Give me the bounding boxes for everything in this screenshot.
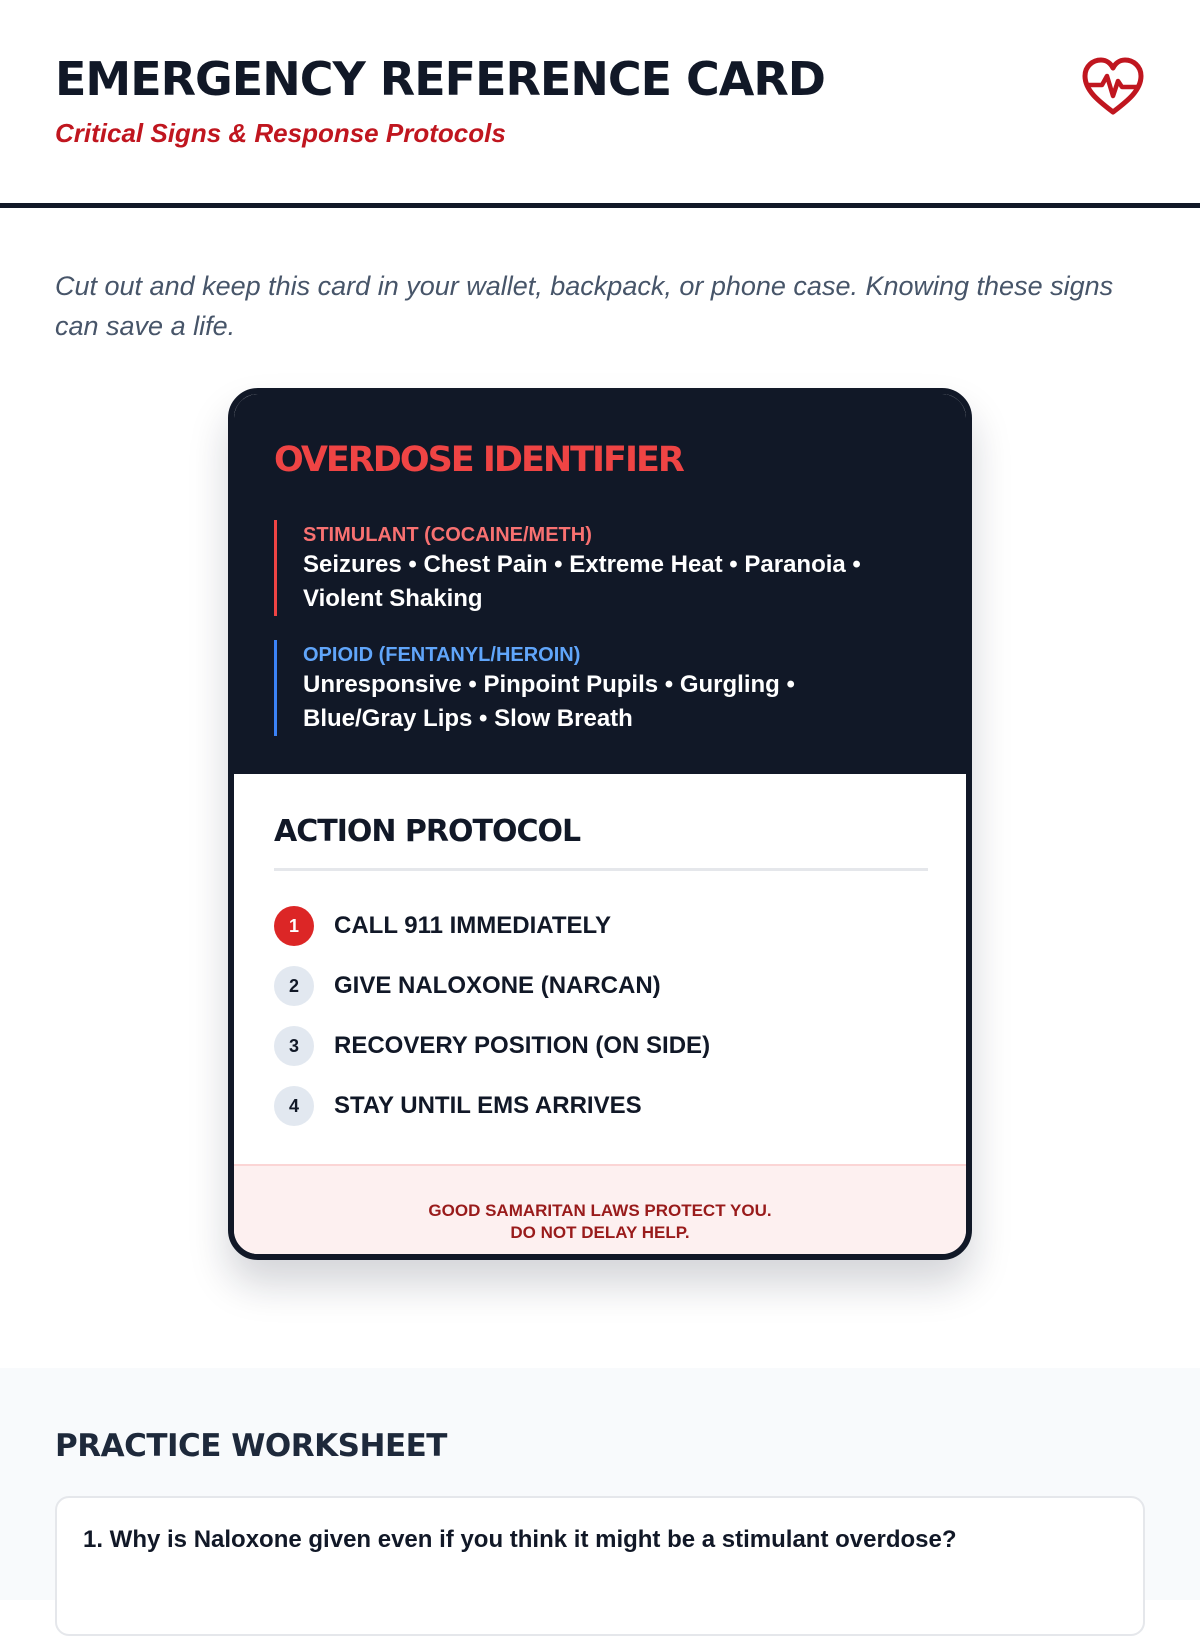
- practice-worksheet: [0, 1368, 1200, 1600]
- page-title: EMERGENCY REFERENCE CARD: [55, 52, 825, 106]
- notice-line-2: DO NOT DELAY HELP.: [510, 1223, 690, 1242]
- opioid-block: [274, 640, 894, 736]
- worksheet-title: PRACTICE WORKSHEET: [55, 1428, 447, 1464]
- question-text: 1. Why is Naloxone given even if you think it might be a stimulant overdose?: [83, 1526, 957, 1553]
- page-subtitle: Critical Signs & Response Protocols: [55, 118, 506, 148]
- stimulant-signs: Seizures • Chest Pain • Extreme Heat • Paranoia • Violent Shaking: [303, 551, 861, 612]
- step-number-badge: 3: [274, 1026, 314, 1066]
- intro-text: Cut out and keep this card in your wallet, backpack, or phone case. Knowing these signs can save a life.: [55, 271, 1114, 341]
- stimulant-label: STIMULANT (COCAINE/METH): [303, 524, 592, 546]
- notice-line-1: GOOD SAMARITAN LAWS PROTECT YOU.: [428, 1201, 772, 1220]
- good-samaritan-notice: [234, 1164, 966, 1260]
- step-text: CALL 911 IMMEDIATELY: [334, 912, 611, 939]
- action-protocol-title: ACTION PROTOCOL: [274, 814, 581, 849]
- heartbeat-icon: [1080, 56, 1146, 118]
- divider: [274, 868, 928, 871]
- step-text: GIVE NALOXONE (NARCAN): [334, 972, 661, 999]
- opioid-signs: Unresponsive • Pinpoint Pupils • Gurgling • Blue/Gray Lips • Slow Breath: [303, 671, 795, 732]
- stimulant-block: [274, 520, 894, 616]
- step-text: RECOVERY POSITION (ON SIDE): [334, 1032, 711, 1059]
- opioid-label: OPIOID (FENTANYL/HEROIN): [303, 644, 581, 666]
- question-card: [55, 1496, 1145, 1636]
- notice-text: [234, 1200, 966, 1244]
- step-number-badge: 4: [274, 1086, 314, 1126]
- step-text: STAY UNTIL EMS ARRIVES: [334, 1092, 642, 1119]
- page-header: [0, 0, 1200, 208]
- overdose-identifier-panel: [234, 394, 966, 774]
- identifier-title: OVERDOSE IDENTIFIER: [274, 440, 683, 480]
- step-number-badge: 2: [274, 966, 314, 1006]
- emergency-card: [228, 388, 972, 1260]
- step-number-badge: 1: [274, 906, 314, 946]
